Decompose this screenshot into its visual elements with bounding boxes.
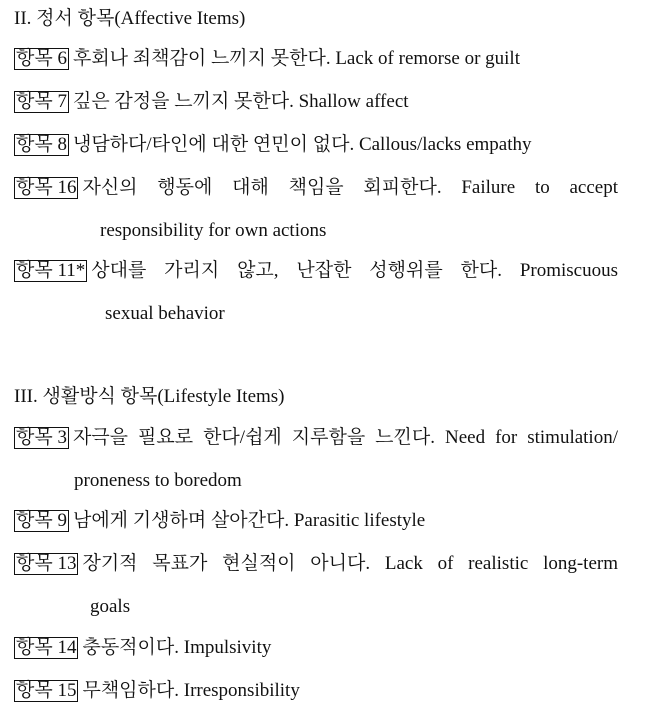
item-text: 자신의 행동에 대해 책임을 회피한다. Failure to accept [82, 177, 618, 198]
list-item-9 [14, 509, 425, 533]
item-tag: 항목 15 [16, 680, 77, 701]
affective-heading: II. 정서 항목(Affective Items) [14, 8, 246, 29]
list-item-16 [14, 176, 618, 200]
item-text: 남에게 기생하며 살아간다. Parasitic lifestyle [72, 510, 426, 531]
list-item-7 [14, 90, 409, 114]
item-text: 자극을 필요로 한다/쉽게 지루함을 느낀다. Need for stimulation/ [72, 427, 618, 448]
list-item-11 [14, 259, 618, 283]
list-item-13-continuation: goals [90, 596, 131, 617]
item-text: 상대를 가리지 않고, 난잡한 성행위를 한다. Promiscuous [91, 260, 618, 281]
item-tag: 항목 7 [16, 91, 67, 112]
item-text: 냉담하다/타인에 대한 연민이 없다. Callous/lacks empathy [72, 134, 532, 155]
item-tag: 항목 16 [16, 177, 77, 198]
list-item-3-continuation: proneness to boredom [74, 470, 242, 491]
list-item-14 [14, 636, 271, 660]
item-text: 무책임하다. Irresponsibility [82, 680, 300, 701]
item-text: 깊은 감정을 느끼지 못한다. Shallow affect [72, 91, 409, 112]
lifestyle-heading: III. 생활방식 항목(Lifestyle Items) [14, 386, 285, 407]
list-item-3 [14, 426, 618, 450]
item-tag: 항목 6 [16, 48, 67, 69]
list-item-15 [14, 679, 300, 703]
item-tag: 항목 11* [16, 260, 86, 281]
item-tag: 항목 13 [16, 553, 77, 574]
item-tag: 항목 14 [16, 637, 77, 658]
item-text: 후회나 죄책감이 느끼지 못한다. Lack of remorse or guilt [72, 48, 520, 69]
list-item-8 [14, 133, 532, 157]
list-item-6 [14, 47, 520, 71]
list-item-13 [14, 552, 618, 576]
list-item-16-continuation: responsibility for own actions [100, 220, 327, 241]
item-tag: 항목 8 [16, 134, 67, 155]
list-item-11-continuation: sexual behavior [105, 303, 225, 324]
item-text: 충동적이다. Impulsivity [82, 637, 272, 658]
item-tag: 항목 9 [16, 510, 67, 531]
item-tag: 항목 3 [16, 427, 67, 448]
item-text: 장기적 목표가 현실적이 아니다. Lack of realistic long-term [82, 553, 618, 574]
